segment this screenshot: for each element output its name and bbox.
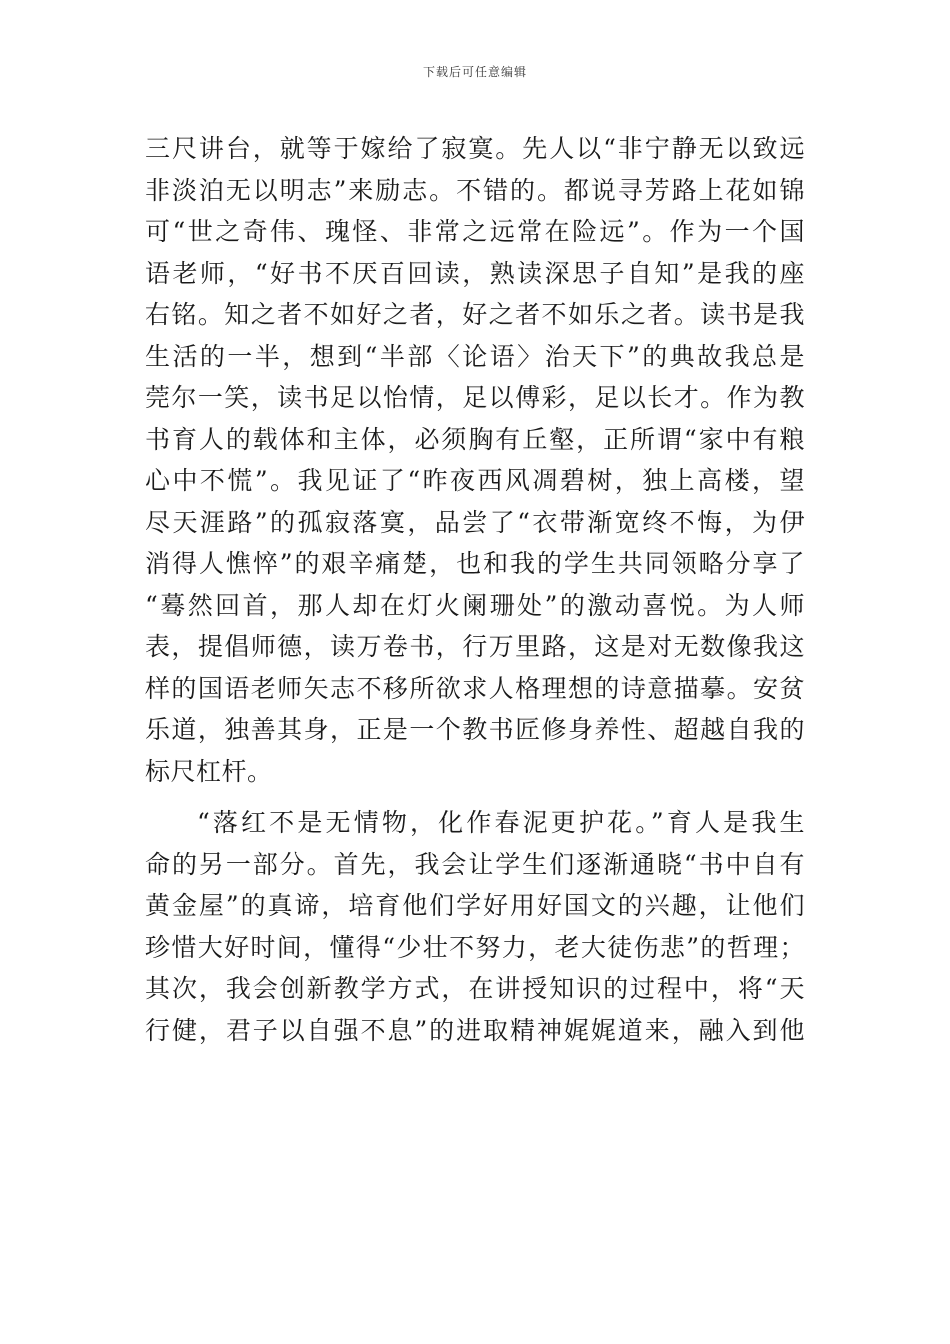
text-line: 表，提倡师德，读万卷书，行万里路，这是对无数像我这: [145, 632, 805, 661]
text-line: 乐道，独善其身，正是一个教书匠修身养性、超越自我的: [145, 715, 805, 744]
text-line: 样的国语老师矢志不移所欲求人格理想的诗意描摹。安贫: [145, 673, 805, 703]
text-line: 非淡泊无以明志”来励志。不错的。都说寻芳路上花如锦: [145, 175, 805, 205]
text-line: 三尺讲台，就等于嫁给了寂寞。先人以“非宁静无以致远: [145, 134, 805, 163]
text-line: 心中不慌”。我见证了“昨夜西风凋碧树，独上高楼，望: [145, 466, 805, 495]
text-line: 黄金屋”的真谛，培育他们学好用好国文的兴趣，让他们: [145, 891, 805, 920]
document-body: [145, 128, 805, 1051]
text-line: 消得人憔悴”的艰辛痛楚，也和我的学生共同领略分享了: [145, 549, 805, 578]
text-line: 莞尔一笑，读书足以怡情，足以傅彩，足以长才。作为教: [145, 383, 805, 412]
text-line: 可“世之奇伟、瑰怪、非常之远常在险远”。作为一个国: [145, 217, 805, 246]
text-line: “落红不是无情物，化作春泥更护花。”育人是我生: [197, 808, 805, 837]
text-line: 行健，君子以自强不息”的进取精神娓娓道来，融入到他: [145, 1015, 805, 1045]
text-line: 语老师，“好书不厌百回读，熟读深思子自知”是我的座: [145, 258, 805, 288]
text-line: 生活的一半，想到“半部〈论语〉治天下”的典故我总是: [145, 341, 805, 371]
text-line: 标尺杠杆。: [145, 756, 273, 786]
text-line: 右铭。知之者不如好之者，好之者不如乐之者。读书是我: [145, 300, 805, 329]
paragraph-spacer: [145, 792, 805, 802]
text-line: 其次，我会创新教学方式，在讲授知识的过程中，将“天: [145, 974, 805, 1003]
text-line: “蓦然回首，那人却在灯火阑珊处”的激动喜悦。为人师: [145, 590, 805, 620]
text-line: 尽天涯路”的孤寂落寞，品尝了“衣带渐宽终不悔，为伊: [145, 507, 805, 537]
text-line: 书育人的载体和主体，必须胸有丘壑，正所谓“家中有粮: [145, 424, 805, 454]
paragraph-1: [145, 128, 805, 792]
text-line: 命的另一部分。首先，我会让学生们逐渐通晓“书中自有: [145, 849, 805, 879]
text-line: 珍惜大好时间，懂得“少壮不努力，老大徒伤悲”的哲理；: [145, 932, 805, 962]
paragraph-2: [145, 802, 805, 1051]
page-header: 下载后可任意编辑: [422, 65, 527, 79]
